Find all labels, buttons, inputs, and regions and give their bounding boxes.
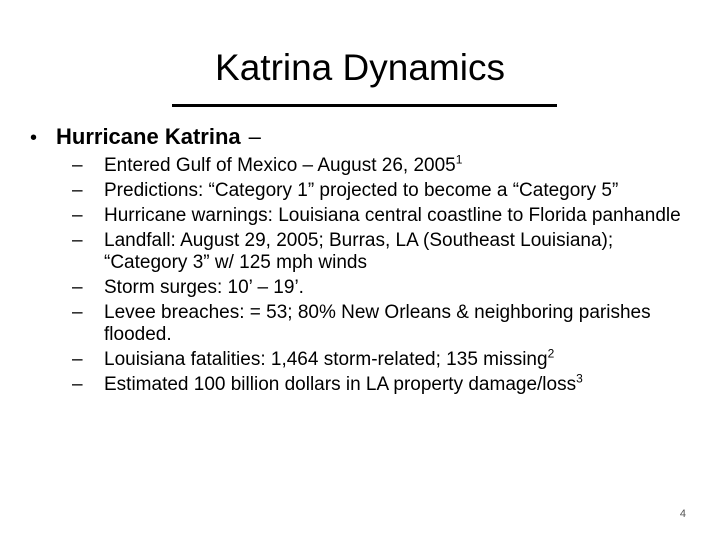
sub-bullet-marker: – xyxy=(72,374,83,395)
footnote-ref: 2 xyxy=(547,346,555,361)
sub-bullet-marker: – xyxy=(72,230,83,251)
title-underline xyxy=(172,104,557,107)
footnote-ref: 1 xyxy=(455,152,463,167)
sub-bullet-text xyxy=(104,346,700,371)
sub-bullet-marker: – xyxy=(72,302,83,323)
sub-bullet-item xyxy=(72,346,700,371)
sub-bullet-marker: – xyxy=(72,205,83,226)
sub-bullet-marker: – xyxy=(72,277,83,298)
sub-bullet-item xyxy=(72,277,700,299)
slide-title: Katrina Dynamics xyxy=(215,47,505,88)
sub-bullet-body: Louisiana fatalities: 1,464 storm-related; 135 missing xyxy=(104,349,548,370)
sub-bullet-body: Predictions: “Category 1” projected to become a “Category 5” xyxy=(104,180,619,201)
sub-bullet-body: Hurricane warnings: Louisiana central coastline to Florida panhandle xyxy=(104,205,681,226)
sub-bullet-item xyxy=(72,371,700,396)
page-number: 4 xyxy=(679,508,686,520)
sub-bullet-body: Entered Gulf of Mexico – August 26, 2005 xyxy=(104,155,456,176)
sub-bullet-item xyxy=(72,180,700,202)
main-bullet xyxy=(30,122,700,153)
sub-bullet-marker: – xyxy=(72,155,83,176)
sub-bullet-marker: – xyxy=(72,180,83,201)
sub-bullet-body: Estimated 100 billion dollars in LA property damage/loss xyxy=(104,374,577,395)
sub-bullet-text xyxy=(104,277,700,299)
sub-bullet-text xyxy=(104,205,700,227)
sub-bullet-marker: – xyxy=(72,349,83,370)
sub-bullet-text xyxy=(104,180,700,202)
sub-bullet-text xyxy=(104,230,700,274)
main-bullet-trailing-dash: – xyxy=(248,124,261,149)
slide-body xyxy=(30,122,700,399)
sub-bullet-text xyxy=(104,302,700,346)
sub-bullet-body: Storm surges: 10’ – 19’. xyxy=(104,277,304,298)
sub-bullet-body: Landfall: August 29, 2005; Burras, LA (Southeast Louisiana); “Category 3” w/ 125 mph winds xyxy=(104,230,614,273)
footnote-ref: 3 xyxy=(576,371,583,386)
sub-bullet-item xyxy=(72,152,700,177)
sub-bullet-item xyxy=(72,230,700,274)
sub-bullet-body: Levee breaches: = 53; 80% New Orleans & neighboring parishes flooded. xyxy=(104,302,651,345)
sub-bullet-item xyxy=(72,205,700,227)
sub-bullet-text xyxy=(104,371,700,396)
bullet-marker: • xyxy=(30,127,38,149)
sub-bullet-item xyxy=(72,302,700,346)
main-bullet-label: Hurricane Katrina xyxy=(56,124,241,149)
sub-bullet-text xyxy=(104,152,700,177)
sub-bullet-list xyxy=(30,152,700,396)
